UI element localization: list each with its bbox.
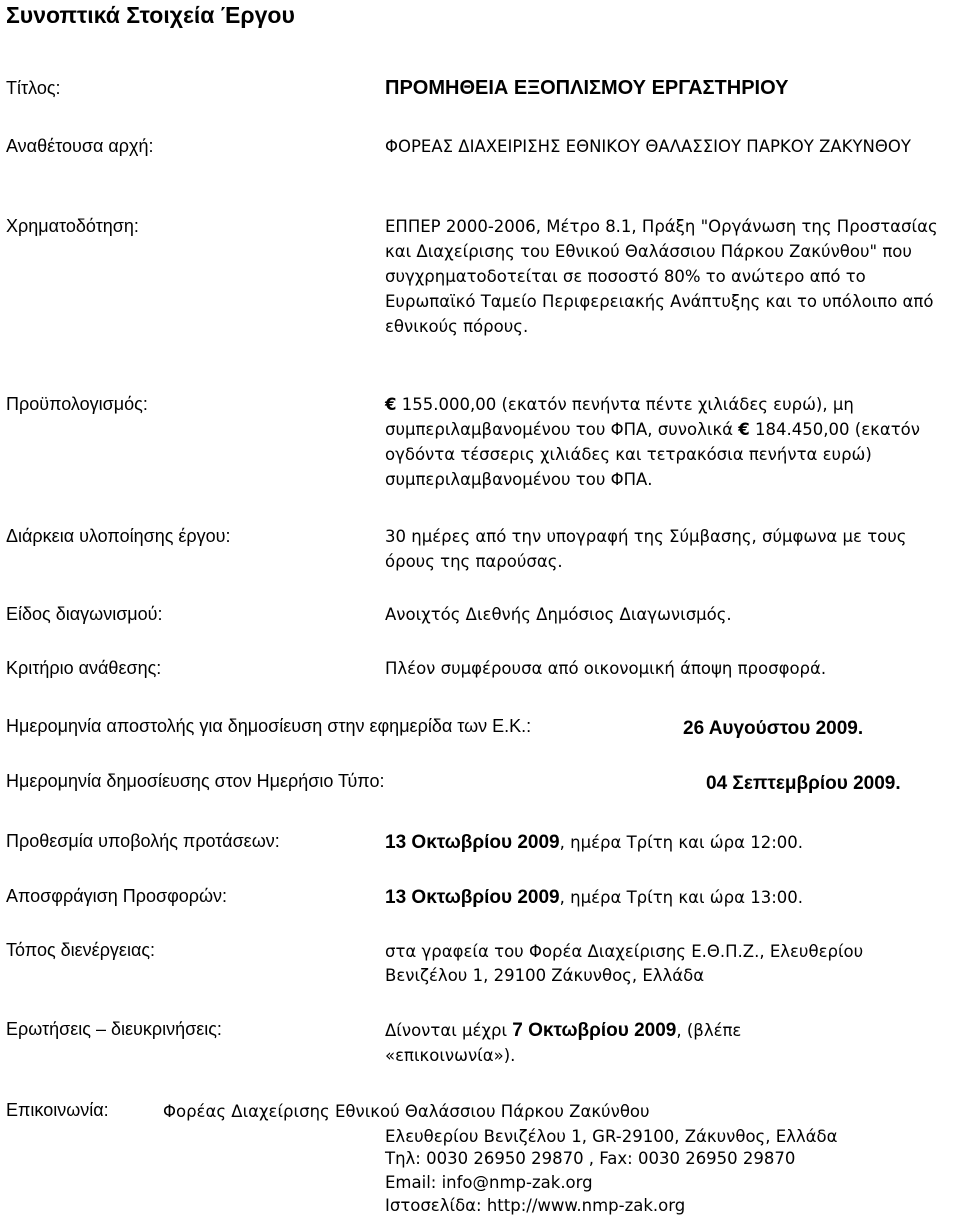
budget-text-gross: (εκατόν ογδόντα τέσσερις χιλιάδες και τετρακόσια πενήντα ευρώ) συμπεριλαμβανομένου του ΦΠΑ. bbox=[385, 420, 920, 489]
questions-suffix: , (βλέπε bbox=[676, 1021, 742, 1040]
opening-label: Αποσφράγιση Προσφορών: bbox=[6, 886, 228, 906]
dispatch-date-value: 26 Αυγούστου 2009. bbox=[683, 718, 864, 739]
venue-line-2: Βενιζέλου 1, 29100 Ζάκυνθος, Ελλάδα bbox=[385, 966, 705, 985]
questions-line-2: «επικοινωνία»). bbox=[385, 1046, 516, 1065]
contact-website: Ιστοσελίδα: http://www.nmp-zak.org bbox=[385, 1196, 686, 1215]
duration-value: 30 ημέρες από την υπογραφή της Σύμβασης, σύμφωνα με τους όρους της παρούσας. bbox=[385, 527, 907, 571]
authority-label: Αναθέτουσα αρχή: bbox=[6, 136, 154, 156]
title-label: Τίτλος: bbox=[6, 78, 61, 98]
funding-label: Χρηματοδότηση: bbox=[6, 216, 139, 236]
award-criterion-label: Κριτήριο ανάθεσης: bbox=[6, 658, 162, 678]
opening-value bbox=[385, 885, 803, 910]
tender-type-value: Ανοιχτός Διεθνής Δημόσιος Διαγωνισμός. bbox=[385, 605, 732, 624]
opening-time: , ημέρα Τρίτη και ώρα 13:00. bbox=[559, 888, 804, 907]
tender-type-label: Είδος διαγωνισμού: bbox=[6, 604, 163, 624]
venue-label: Τόπος διενέργειας: bbox=[6, 940, 156, 960]
submission-deadline-value bbox=[385, 830, 803, 855]
publication-date-value: 04 Σεπτεμβρίου 2009. bbox=[706, 773, 901, 794]
opening-date: 13 Οκτωβρίου 2009 bbox=[385, 887, 560, 908]
submission-time: , ημέρα Τρίτη και ώρα 12:00. bbox=[559, 833, 804, 852]
euro-icon: € bbox=[385, 395, 397, 414]
contact-organization: Φορέας Διαχείρισης Εθνικού Θαλάσσιου Πάρκου Ζακύνθου bbox=[163, 1102, 650, 1121]
questions-line-1 bbox=[385, 1018, 741, 1043]
contact-address: Ελευθερίου Βενιζέλου 1, GR-29100, Ζάκυνθος, Ελλάδα bbox=[385, 1127, 838, 1146]
award-criterion-value: Πλέον συμφέρουσα από οικονομική άποψη προσφορά. bbox=[385, 659, 827, 678]
questions-label: Ερωτήσεις – διευκρινήσεις: bbox=[6, 1019, 222, 1039]
euro-icon: € bbox=[738, 420, 750, 439]
budget-amount-gross: 184.450,00 bbox=[755, 420, 850, 439]
questions-date: 7 Οκτωβρίου 2009 bbox=[512, 1020, 677, 1041]
budget-value bbox=[385, 392, 955, 492]
publication-date-label: Ημερομηνία δημοσίευσης στον Ημερήσιο Τύπο: bbox=[6, 771, 385, 791]
funding-value: ΕΠΠΕΡ 2000-2006, Μέτρο 8.1, Πράξη "Οργάνωση της Προστασίας και Διαχείρισης του Εθνικού Θαλάσσιου Πάρκου Ζακύνθου" που συγχρηματοδοτείται σε ποσοστό 80% το ανώτερο από το Ευρωπαϊκό Ταμείο Περιφερειακής Ανάπτυξης και το υπόλοιπο από εθνικούς πόρους. bbox=[385, 217, 938, 336]
venue-line-1: στα γραφεία του Φορέα Διαχείρισης Ε.Θ.Π.Ζ., Ελευθερίου bbox=[385, 942, 864, 961]
submission-deadline-label: Προθεσμία υποβολής προτάσεων: bbox=[6, 831, 280, 851]
budget-label: Προϋπολογισμός: bbox=[6, 394, 148, 414]
title-value: ΠΡΟΜΗΘΕΙΑ ΕΞΟΠΛΙΣΜΟΥ ΕΡΓΑΣΤΗΡΙΟΥ bbox=[385, 77, 789, 99]
dispatch-date-label: Ημερομηνία αποστολής για δημοσίευση στην εφημερίδα των Ε.Κ.: bbox=[6, 716, 532, 736]
questions-prefix: Δίνονται μέχρι bbox=[385, 1021, 508, 1040]
budget-amount-net: 155.000,00 bbox=[401, 395, 497, 414]
contact-label: Επικοινωνία: bbox=[6, 1100, 109, 1120]
submission-date: 13 Οκτωβρίου 2009 bbox=[385, 832, 560, 853]
budget-text-net: (εκατόν πενήντα πέντε χιλιάδες ευρώ), μη συμπεριλαμβανομένου του ΦΠΑ, συνολικά bbox=[385, 395, 854, 439]
contact-phone-fax: Τηλ: 0030 26950 29870 , Fax: 0030 26950 29870 bbox=[385, 1149, 796, 1168]
page-title: Συνοπτικά Στοιχεία Έργου bbox=[6, 2, 295, 28]
contact-email: Email: info@nmp-zak.org bbox=[385, 1173, 593, 1192]
authority-value: ΦΟΡΕΑΣ ΔΙΑΧΕΙΡΙΣΗΣ ΕΘΝΙΚΟΥ ΘΑΛΑΣΣΙΟΥ ΠΑΡΚΟΥ ΖΑΚΥΝΘΟΥ bbox=[385, 137, 911, 156]
duration-label: Διάρκεια υλοποίησης έργου: bbox=[6, 526, 231, 546]
